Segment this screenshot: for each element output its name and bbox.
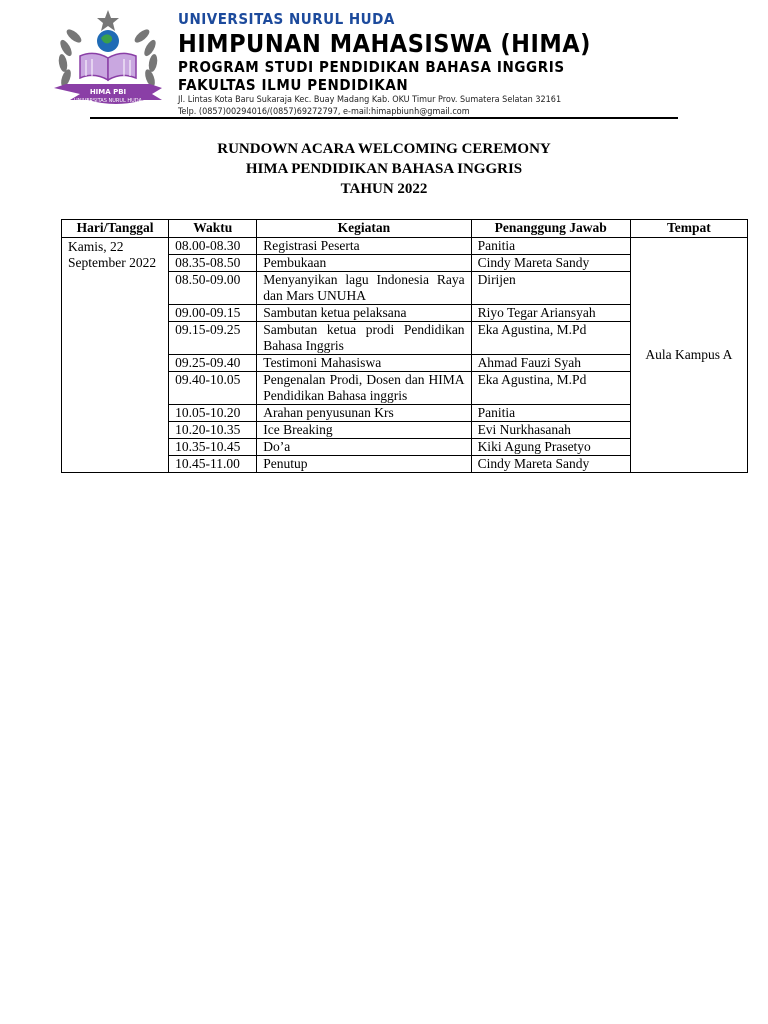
time-cell: 09.15-09.25 [169, 322, 257, 355]
time-cell: 10.35-10.45 [169, 439, 257, 456]
rundown-table [61, 219, 748, 473]
program-name: PROGRAM STUDI PENDIDIKAN BAHASA INGGRIS [178, 58, 565, 76]
activity-cell: Registrasi Peserta [257, 238, 471, 255]
organization-name: HIMPUNAN MAHASISWA (HIMA) [178, 29, 591, 58]
table-header-row [62, 220, 748, 238]
pic-cell: Evi Nurkhasanah [471, 422, 630, 439]
activity-cell: Pembukaan [257, 255, 471, 272]
activity-cell: Sambutan ketua pelaksana [257, 305, 471, 322]
address-line: Jl. Lintas Kota Baru Sukaraja Kec. Buay Madang Kab. OKU Timur Prov. Sumatera Selatan 32161 [178, 95, 562, 105]
pic-cell: Cindy Mareta Sandy [471, 255, 630, 272]
logo-banner-text: HIMA PBI [89, 88, 127, 96]
time-cell: 08.50-09.00 [169, 272, 257, 305]
activity-cell: Menyanyikan lagu Indonesia Raya dan Mars UNUHA [257, 272, 471, 305]
header-activity: Kegiatan [257, 220, 471, 238]
contact-line: Telp. (0857)00294016/(0857)69272797, e-mail:himapbiunh@gmail.com [178, 107, 470, 117]
header-place: Tempat [630, 220, 747, 238]
letterhead-divider [90, 117, 678, 119]
pic-cell: Riyo Tegar Ariansyah [471, 305, 630, 322]
activity-cell: Ice Breaking [257, 422, 471, 439]
activity-cell: Do’a [257, 439, 471, 456]
university-name: UNIVERSITAS NURUL HUDA [178, 10, 395, 28]
title-line-3: TAHUN 2022 [340, 181, 428, 197]
pic-cell: Panitia [471, 405, 630, 422]
header-pic: Penanggung Jawab [471, 220, 630, 238]
time-cell: 09.25-09.40 [169, 355, 257, 372]
pic-cell: Cindy Mareta Sandy [471, 456, 630, 473]
time-cell: 10.05-10.20 [169, 405, 257, 422]
hima-logo [52, 8, 164, 108]
time-cell: 10.45-11.00 [169, 456, 257, 473]
letterhead-text [178, 10, 591, 118]
pic-cell: Eka Agustina, M.Pd [471, 322, 630, 355]
pic-cell: Kiki Agung Prasetyo [471, 439, 630, 456]
pic-cell: Eka Agustina, M.Pd [471, 372, 630, 405]
pic-cell: Panitia [471, 238, 630, 255]
title-line-2: HIMA PENDIDIKAN BAHASA INGGRIS [245, 161, 523, 177]
activity-cell: Testimoni Mahasiswa [257, 355, 471, 372]
table-row [62, 238, 748, 255]
activity-cell: Pengenalan Prodi, Dosen dan HIMA Pendidikan Bahasa inggris [257, 372, 471, 405]
document-title [0, 139, 768, 199]
time-cell: 08.35-08.50 [169, 255, 257, 272]
title-line-1: RUNDOWN ACARA WELCOMING CEREMONY [217, 141, 551, 157]
activity-cell: Arahan penyusunan Krs [257, 405, 471, 422]
time-cell: 08.00-08.30 [169, 238, 257, 255]
pic-cell: Ahmad Fauzi Syah [471, 355, 630, 372]
faculty-name: FAKULTAS ILMU PENDIDIKAN [178, 76, 409, 94]
header-day: Hari/Tanggal [62, 220, 169, 238]
time-cell: 09.40-10.05 [169, 372, 257, 405]
header-time: Waktu [169, 220, 257, 238]
place-cell: Aula Kampus A [630, 238, 747, 473]
day-cell: Kamis, 22 September 2022 [62, 238, 169, 473]
time-cell: 09.00-09.15 [169, 305, 257, 322]
activity-cell: Sambutan ketua prodi Pendidikan Bahasa Inggris [257, 322, 471, 355]
pic-cell: Dirijen [471, 272, 630, 305]
time-cell: 10.20-10.35 [169, 422, 257, 439]
activity-cell: Penutup [257, 456, 471, 473]
logo-subtext: UNIVERSITAS NURUL HUDA [74, 98, 142, 104]
